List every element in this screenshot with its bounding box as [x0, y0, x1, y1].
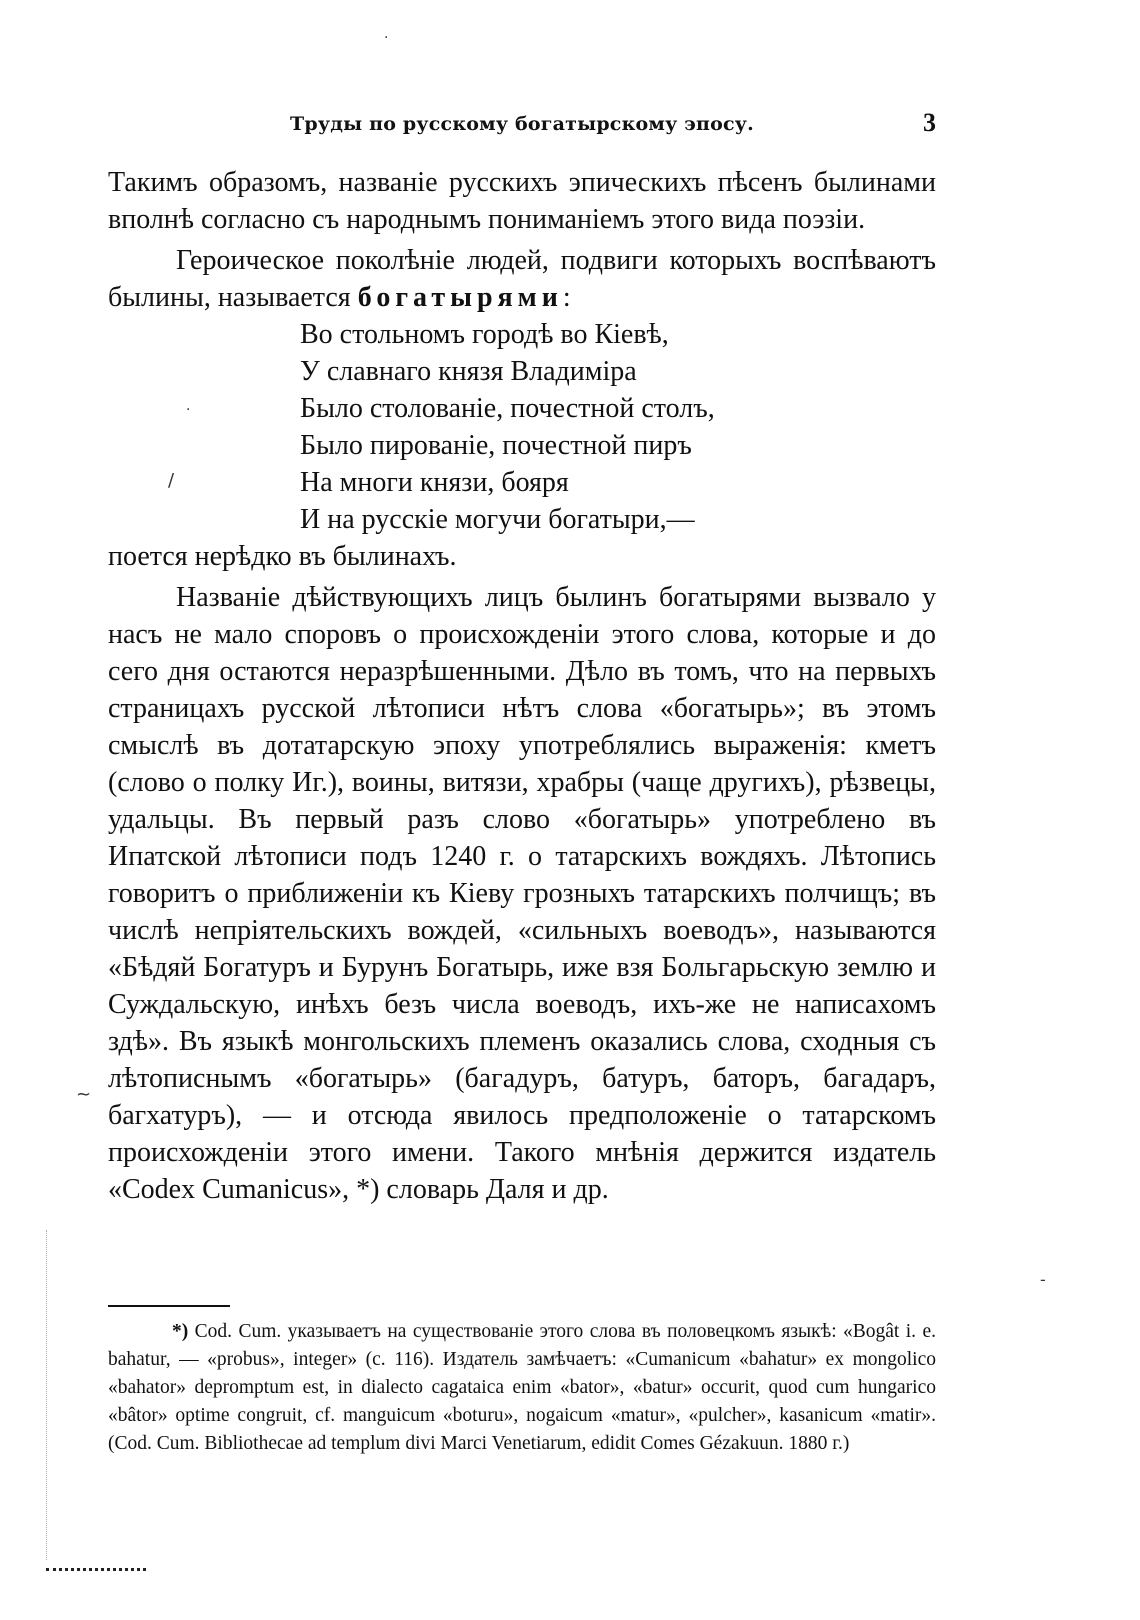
verse-line: Во стольномъ городѣ во Кіевѣ, [300, 319, 669, 350]
scan-speck: - [1040, 1270, 1046, 1289]
footnote-marker: *) [172, 1321, 189, 1342]
verse-quote [300, 316, 936, 538]
paragraph-2-end: : [562, 282, 571, 313]
running-head [108, 110, 936, 140]
scan-speck: / [168, 470, 175, 491]
page-number: 3 [923, 108, 936, 137]
footnote-text: Cod. Cum. указываетъ на существованіе этого слова въ половецкомъ языкѣ: «Bogât i. e. bahatur, — «probus», integer» (c. 116). Издатель замѣчаетъ: «Cumanicum «bahatur» ex mongolico «bahator» depromptum est, in dialecto cagataica enim «bator», «batur» occurit, quod cum hungarico «bâtor» optime congruit, cf. manguicum «boturu», nogaicum «matur», «pulcher», kasanicum «matir». (Cod. Cum. Bibliothecae ad templum divi Marci Venetiarum, edidit Comes Gézakuun. 1880 г.) [108, 1321, 936, 1454]
verse-line: На многи князи, бояря [300, 467, 569, 498]
footnote-rule [108, 1305, 230, 1307]
scan-margin-dots [46, 1230, 49, 1560]
running-title: Труды по русскому богатырскому эпосу. [290, 113, 754, 135]
scan-speck: · [384, 30, 389, 46]
footnote [108, 1318, 936, 1458]
spaced-word-bogatyri: богатырями [357, 282, 563, 313]
verse-line: У славнаго князя Владиміра [300, 356, 637, 387]
scan-speck: · [186, 402, 191, 418]
paragraph-2-text: Героическое поколѣніе людей, подвиги которыхъ воспѣваютъ былины, называется [108, 245, 936, 313]
paragraph-2 [108, 242, 936, 316]
scan-bottom-noise [46, 1560, 146, 1571]
paragraph-1: Такимъ образомъ, названіе русскихъ эпическихъ пѣсенъ былинами вполнѣ согласно съ народнымъ пониманіемъ этого вида поэзіи. [108, 167, 936, 235]
verse-line: И на русскіе могучи богатыри,— [300, 504, 695, 535]
main-text [108, 164, 936, 1208]
paragraph-4: Названіе дѣйствующихъ лицъ былинъ богатырями вызвало у насъ не мало споровъ о происхожденіи этого слова, которые и до сего дня остаются неразрѣшенными. Дѣло въ томъ, что на первыхъ страницахъ русской лѣтописи нѣтъ слова «богатырь»; въ этомъ смыслѣ въ дотатарскую эпоху употреблялись выраженія: кметъ (слово о полку Иг.), воины, витязи, храбры (чаще другихъ), рѣзвецы, удальцы. Въ первый разъ слово «богатырь» употреблено въ Ипатской лѣтописи подъ 1240 г. о татарскихъ вождяхъ. Лѣтопись говоритъ о приближеніи къ Кіеву грозныхъ татарскихъ полчищъ; въ числѣ непріятельскихъ вождей, «сильныхъ воеводъ», называются «Бѣдяй Богатуръ и Бурунъ Богатырь, иже взя Больгарьскую землю и Суждальскую, инѣхъ безъ числа воеводъ, ихъ-же не написахомъ здѣ». Въ языкѣ монгольскихъ племенъ оказались слова, сходныя съ лѣтописнымъ «богатырь» (багадуръ, батуръ, баторъ, багадаръ, багхатуръ), — и отсюда явилось предположеніе о татарскомъ происхожденіи этого имени. Такого мнѣнія держится издатель «Codex Cumanicus», *) словарь Даля и др. [108, 582, 936, 1205]
verse-line: Было пированіе, почестной пиръ [300, 430, 692, 461]
scan-speck: ~ [76, 1084, 92, 1105]
paragraph-3: поется нерѣдко въ былинахъ. [108, 541, 457, 572]
verse-line: Было столованіе, почестной столъ, [300, 393, 715, 424]
